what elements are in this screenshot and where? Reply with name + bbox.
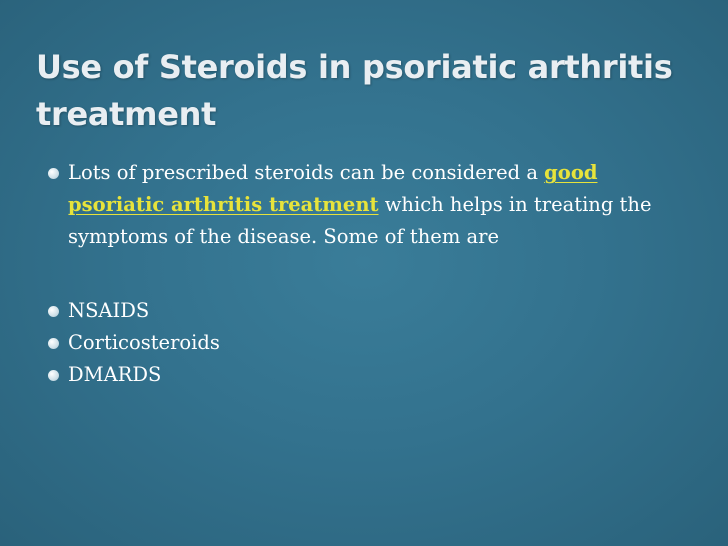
round-bullet-icon — [48, 338, 59, 349]
intro-text-after: which helps in treating the symptoms of the disease. Some of them are — [68, 193, 652, 248]
bullet-item-dmards — [44, 359, 694, 391]
psoriatic-arthritis-treatment-link[interactable]: good psoriatic arthritis treatment — [68, 161, 598, 216]
bullet-label: DMARDS — [68, 363, 162, 386]
slide-title: Use of Steroids in psoriatic arthritis treatment — [36, 48, 673, 133]
bullet-label: NSAIDS — [68, 299, 150, 322]
round-bullet-icon — [48, 370, 59, 381]
bullet-item-nsaids — [44, 295, 694, 327]
intro-text-before: Lots of prescribed steroids can be considered a — [68, 161, 545, 184]
bullet-item-intro — [44, 157, 694, 253]
round-bullet-icon — [48, 306, 59, 317]
round-bullet-icon — [48, 168, 59, 179]
bullet-list — [44, 157, 694, 391]
bullet-label: Corticosteroids — [68, 331, 220, 354]
bullet-item-corticosteroids — [44, 327, 694, 359]
